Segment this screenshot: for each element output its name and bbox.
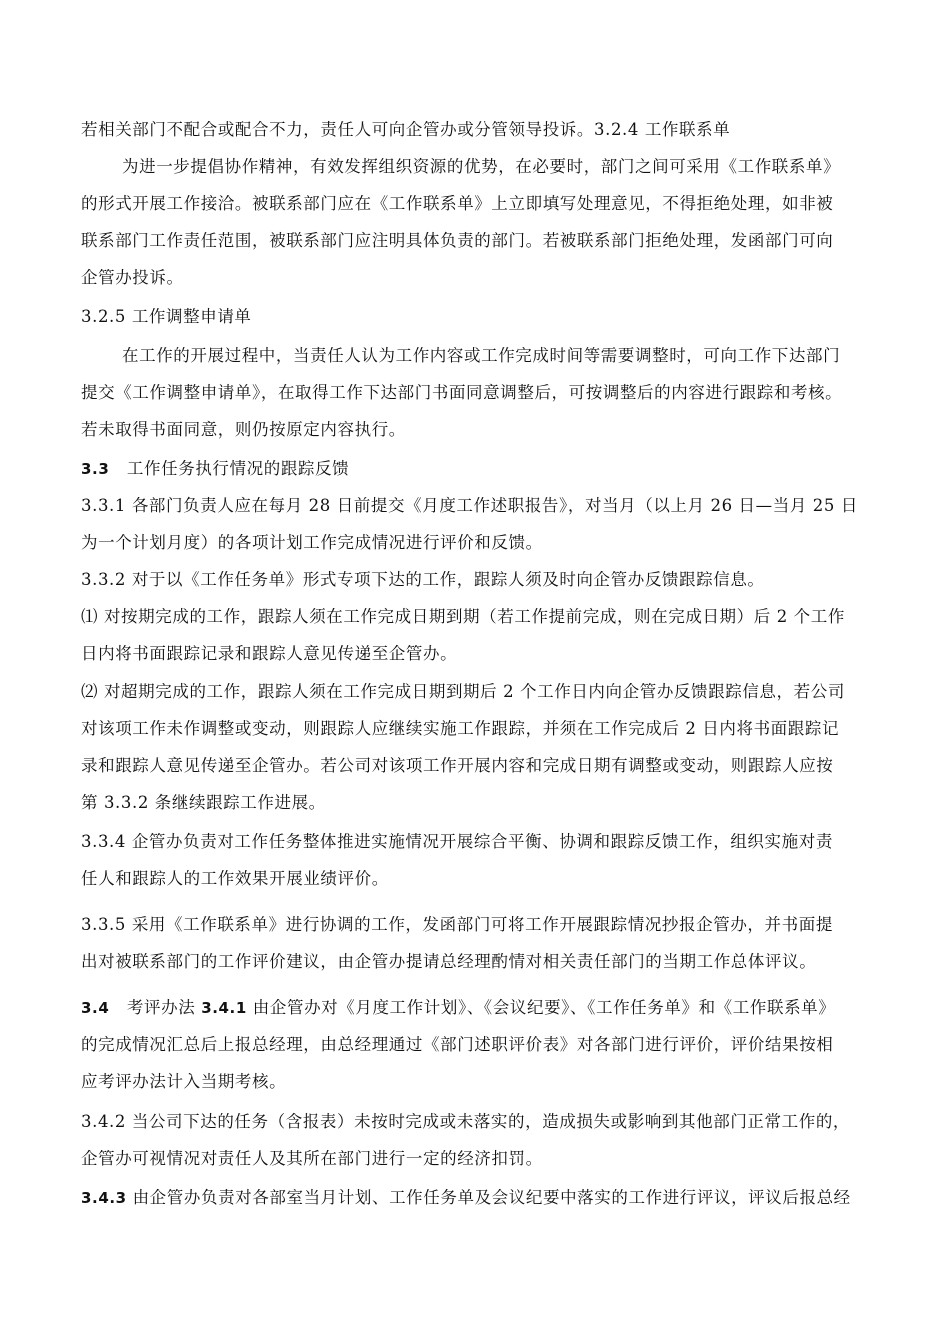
subsection-3-4-3 — [81, 1186, 930, 1210]
section-title: 考评办法 — [126, 998, 196, 1017]
paragraph-line: 若未取得书面同意，则仍按原定内容执行。 — [81, 420, 406, 439]
paragraph-line: 在工作的开展过程中，当责任人认为工作内容或工作完成时间等需要调整时，可向工作下达部门 — [122, 346, 841, 365]
paragraph-line: 出对被联系部门的工作评价建议，由企管办提请总经理酌情对相关责任部门的当期工作总体评议。 — [81, 952, 817, 971]
subsection-number: 3.4.1 — [201, 999, 247, 1017]
section-title: 工作任务执行情况的跟踪反馈 — [126, 459, 350, 478]
paragraph-line: 若相关部门不配合或配合不力，责任人可向企管办或分管领导投诉。3.2.4 工作联系单 — [81, 120, 731, 139]
paragraph-line: 的完成情况汇总后上报总经理，由总经理通过《部门述职评价表》对各部门进行评价，评价结果按相 — [81, 1035, 834, 1054]
paragraph-text: 由企管办负责对各部室当月计划、工作任务单及会议纪要中落实的工作进行评议，评议后报总经 — [132, 1188, 851, 1207]
paragraph-line: 企管办投诉。 — [81, 268, 184, 287]
paragraph-line: 的形式开展工作接洽。被联系部门应在《工作联系单》上立即填写处理意见，不得拒绝处理，如非被 — [81, 194, 834, 213]
paragraph-line: 3.3.4 企管办负责对工作任务整体推进实施情况开展综合平衡、协调和跟踪反馈工作，组织实施对责 — [81, 832, 833, 851]
section-number: 3.4 — [81, 999, 110, 1017]
section-number: 3.3 — [81, 460, 110, 478]
paragraph-line: 3.3.5 采用《工作联系单》进行协调的工作，发函部门可将工作开展跟踪情况抄报企管办，并书面提 — [81, 915, 833, 934]
paragraph-line: 为进一步提倡协作精神，有效发挥组织资源的优势，在必要时，部门之间可采用《工作联系单》 — [122, 157, 841, 176]
paragraph-line: 对该项工作未作调整或变动，则跟踪人应继续实施工作跟踪，并须在工作完成后 2 日内将书面跟踪记 — [81, 719, 840, 738]
paragraph-line: 日内将书面跟踪记录和跟踪人意见传递至企管办。 — [81, 644, 458, 663]
paragraph-line: 联系部门工作责任范围，被联系部门应注明具体负责的部门。若被联系部门拒绝处理，发函部门可向 — [81, 231, 834, 250]
paragraph-line: 为一个计划月度）的各项计划工作完成情况进行评价和反馈。 — [81, 533, 543, 552]
paragraph-line: 3.3.2 对于以《工作任务单》形式专项下达的工作，跟踪人须及时向企管办反馈跟踪信息。 — [81, 570, 765, 589]
section-heading-3-4 — [81, 996, 930, 1020]
section-heading-3-3 — [81, 457, 930, 481]
paragraph-line: ⑴ 对按期完成的工作，跟踪人须在工作完成日期到期（若工作提前完成，则在完成日期）后 2 个工作 — [81, 607, 845, 626]
subsection-number: 3.4.3 — [81, 1189, 127, 1207]
paragraph-line: 提交《工作调整申请单》，在取得工作下达部门书面同意调整后，可按调整后的内容进行跟踪和考核。 — [81, 383, 843, 402]
paragraph-line: 3.3.1 各部门负责人应在每月 28 日前提交《月度工作述职报告》，对当月（以上月 26 日—当月 25 日 — [81, 496, 858, 515]
paragraph-line: 企管办可视情况对责任人及其所在部门进行一定的经济扣罚。 — [81, 1149, 543, 1168]
paragraph-line: 任人和跟踪人的工作效果开展业绩评价。 — [81, 869, 389, 888]
paragraph-line: 3.4.2 当公司下达的任务（含报表）未按时完成或未落实的，造成损失或影响到其他部门正常工作的， — [81, 1112, 851, 1131]
paragraph-line: 录和跟踪人意见传递至企管办。若公司对该项工作开展内容和完成日期有调整或变动，则跟踪人应按 — [81, 756, 834, 775]
section-heading: 3.2.5 工作调整申请单 — [81, 307, 252, 326]
paragraph-line: 第 3.3.2 条继续跟踪工作进展。 — [81, 793, 326, 812]
paragraph-text: 由企管办对《月度工作计划》、《会议纪要》、《工作任务单》和《工作联系单》 — [252, 998, 836, 1017]
paragraph-line: 应考评办法计入当期考核。 — [81, 1072, 287, 1091]
paragraph-line: ⑵ 对超期完成的工作，跟踪人须在工作完成日期到期后 2 个工作日内向企管办反馈跟踪信息，若公司 — [81, 682, 845, 701]
